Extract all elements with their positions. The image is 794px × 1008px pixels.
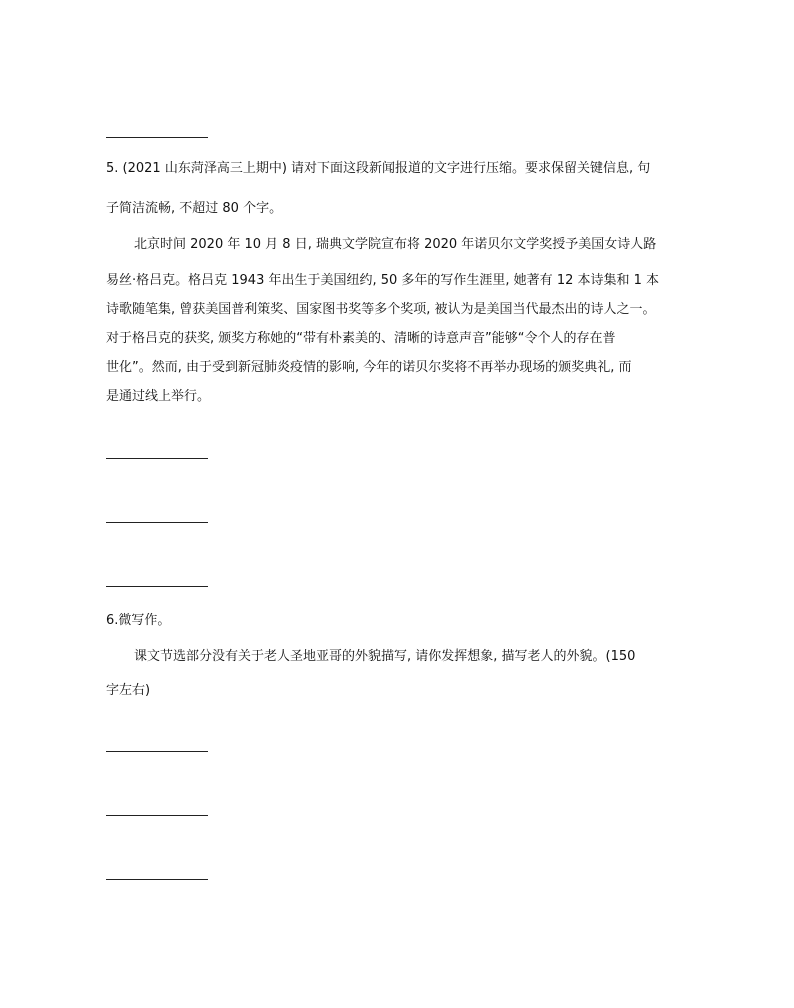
q6-answer-line[interactable]	[106, 815, 208, 816]
q5-passage-line: 对于格吕克的获奖, 颁奖方称她的“带有朴素美的、清晰的诗意声音”能够“令个人的存在普	[106, 331, 616, 346]
q5-answer-line[interactable]	[106, 586, 208, 587]
q5-passage-line: 世化”。然而, 由于受到新冠肺炎疫情的影响, 今年的诺贝尔奖将不再举办现场的颁奖典礼, 而	[106, 360, 632, 375]
q6-answer-line[interactable]	[106, 879, 208, 880]
q5-prompt-line2: 子简洁流畅, 不超过 80 个字。	[106, 201, 283, 216]
q5-passage-line: 易丝·格吕克。格吕克 1943 年出生于美国纽约, 50 多年的写作生涯里, 她著有 12 本诗集和 1 本	[106, 273, 660, 288]
q5-passage-line: 诗歌随笔集, 曾获美国普利策奖、国家图书奖等多个奖项, 被认为是美国当代最杰出的诗人之一。	[106, 302, 656, 317]
q5-answer-line[interactable]	[106, 522, 208, 523]
q6-answer-line[interactable]	[106, 751, 208, 752]
q6-prompt-line2: 字左右)	[106, 683, 151, 698]
q5-passage-line: 是通过线上举行。	[106, 389, 211, 404]
q6-title: 6.微写作。	[106, 613, 171, 628]
answer-line-top	[106, 137, 208, 138]
q5-answer-line[interactable]	[106, 458, 208, 459]
q6-prompt-line1: 课文节选部分没有关于老人圣地亚哥的外貌描写, 请你发挥想象, 描写老人的外貌。(150	[134, 649, 636, 664]
q5-prompt-line1: 5. (2021 山东菏泽高三上期中) 请对下面这段新闻报道的文字进行压缩。要求保留关键信息, 句	[106, 161, 651, 176]
q5-passage-line: 北京时间 2020 年 10 月 8 日, 瑞典文学院宣布将 2020 年诺贝尔文学奖授予美国女诗人路	[134, 237, 657, 252]
